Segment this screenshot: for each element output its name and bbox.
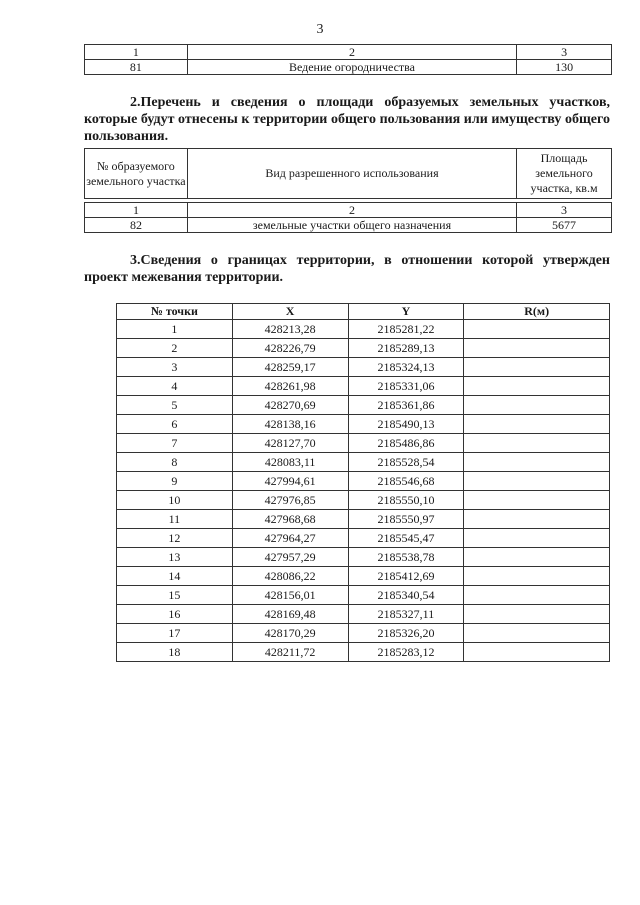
public-parcels-table: [84, 148, 612, 233]
point-number: 4: [117, 377, 233, 396]
y-coordinate: 2185545,47: [348, 529, 464, 548]
point-number: 14: [117, 567, 233, 586]
x-coordinate: 428138,16: [232, 415, 348, 434]
table-row: [117, 339, 610, 358]
y-coordinate: 2185490,13: [348, 415, 464, 434]
column-number: 1: [85, 45, 188, 60]
header-x: X: [232, 304, 348, 320]
table-row: [117, 358, 610, 377]
radius: [464, 605, 610, 624]
y-coordinate: 2185528,54: [348, 453, 464, 472]
table-header-row: [85, 45, 612, 60]
parcel-area: 5677: [517, 218, 612, 233]
radius: [464, 453, 610, 472]
header-y: Y: [348, 304, 464, 320]
y-coordinate: 2185412,69: [348, 567, 464, 586]
x-coordinate: 427976,85: [232, 491, 348, 510]
page-number: 3: [316, 22, 324, 37]
permitted-use: земельные участки общего назначения: [187, 218, 516, 233]
y-coordinate: 2185326,20: [348, 624, 464, 643]
table-row: [117, 453, 610, 472]
boundary-points-body: [117, 320, 610, 662]
point-number: 7: [117, 434, 233, 453]
radius: [464, 320, 610, 339]
y-coordinate: 2185550,97: [348, 510, 464, 529]
x-coordinate: 427964,27: [232, 529, 348, 548]
point-number: 17: [117, 624, 233, 643]
y-coordinate: 2185486,86: [348, 434, 464, 453]
point-number: 16: [117, 605, 233, 624]
table-row: [117, 510, 610, 529]
header-area: Площадь земельного участка, кв.м: [517, 149, 612, 199]
table-row: [117, 415, 610, 434]
point-number: 2: [117, 339, 233, 358]
table-row: [117, 567, 610, 586]
table-row: [85, 218, 612, 233]
radius: [464, 567, 610, 586]
x-coordinate: 428156,01: [232, 586, 348, 605]
point-number: 9: [117, 472, 233, 491]
radius: [464, 339, 610, 358]
point-number: 12: [117, 529, 233, 548]
table-row: [117, 320, 610, 339]
header-point-number: № точки: [117, 304, 233, 320]
table-row: [117, 377, 610, 396]
table-row: [117, 605, 610, 624]
header-permitted-use: Вид разрешенного использования: [187, 149, 516, 199]
table-row: [85, 60, 612, 75]
point-number: 11: [117, 510, 233, 529]
section-2-heading: 2.Перечень и сведения о площади образуемых земельных участков, которые будут отнесены к территории общего пользования или имуществу общего пользования.: [84, 95, 610, 144]
table-row: [117, 586, 610, 605]
land-use-table: [84, 44, 612, 75]
table-row: [117, 529, 610, 548]
x-coordinate: 428259,17: [232, 358, 348, 377]
column-number: 3: [517, 45, 612, 60]
radius: [464, 434, 610, 453]
table-row: [117, 434, 610, 453]
x-coordinate: 428169,48: [232, 605, 348, 624]
table-row: [117, 624, 610, 643]
point-number: 13: [117, 548, 233, 567]
point-number: 15: [117, 586, 233, 605]
x-coordinate: 428211,72: [232, 643, 348, 662]
point-number: 5: [117, 396, 233, 415]
parcel-number: 82: [85, 218, 188, 233]
radius: [464, 396, 610, 415]
parcel-area: 130: [517, 60, 612, 75]
column-number: 2: [187, 45, 516, 60]
table-row: [117, 491, 610, 510]
radius: [464, 643, 610, 662]
radius: [464, 529, 610, 548]
x-coordinate: 427994,61: [232, 472, 348, 491]
table-number-row: [85, 203, 612, 218]
parcel-number: 81: [85, 60, 188, 75]
table-row: [117, 472, 610, 491]
radius: [464, 510, 610, 529]
point-number: 8: [117, 453, 233, 472]
radius: [464, 377, 610, 396]
column-number: 1: [85, 203, 188, 218]
table-row: [117, 643, 610, 662]
point-number: 6: [117, 415, 233, 434]
table-row: [117, 548, 610, 567]
x-coordinate: 428083,11: [232, 453, 348, 472]
radius: [464, 548, 610, 567]
y-coordinate: 2185283,12: [348, 643, 464, 662]
radius: [464, 624, 610, 643]
boundary-points-table: [116, 303, 610, 662]
x-coordinate: 428261,98: [232, 377, 348, 396]
y-coordinate: 2185546,68: [348, 472, 464, 491]
header-r: R(м): [464, 304, 610, 320]
x-coordinate: 428213,28: [232, 320, 348, 339]
y-coordinate: 2185327,11: [348, 605, 464, 624]
x-coordinate: 428270,69: [232, 396, 348, 415]
x-coordinate: 428170,29: [232, 624, 348, 643]
point-number: 10: [117, 491, 233, 510]
y-coordinate: 2185340,54: [348, 586, 464, 605]
y-coordinate: 2185324,13: [348, 358, 464, 377]
header-parcel-number: № образуемого земельного участка: [85, 149, 188, 199]
point-number: 3: [117, 358, 233, 377]
table-header-row: [85, 149, 612, 199]
x-coordinate: 428127,70: [232, 434, 348, 453]
point-number: 18: [117, 643, 233, 662]
y-coordinate: 2185538,78: [348, 548, 464, 567]
x-coordinate: 427957,29: [232, 548, 348, 567]
y-coordinate: 2185331,06: [348, 377, 464, 396]
y-coordinate: 2185550,10: [348, 491, 464, 510]
radius: [464, 491, 610, 510]
section-3-heading: 3.Сведения о границах территории, в отношении которой утвержден проект межевания территории.: [84, 253, 610, 285]
y-coordinate: 2185361,86: [348, 396, 464, 415]
point-number: 1: [117, 320, 233, 339]
y-coordinate: 2185281,22: [348, 320, 464, 339]
radius: [464, 358, 610, 377]
radius: [464, 586, 610, 605]
permitted-use: Ведение огородничества: [187, 60, 516, 75]
x-coordinate: 427968,68: [232, 510, 348, 529]
column-number: 3: [517, 203, 612, 218]
y-coordinate: 2185289,13: [348, 339, 464, 358]
radius: [464, 415, 610, 434]
column-number: 2: [187, 203, 516, 218]
radius: [464, 472, 610, 491]
table-row: [117, 396, 610, 415]
table-header-row: [117, 304, 610, 320]
x-coordinate: 428226,79: [232, 339, 348, 358]
x-coordinate: 428086,22: [232, 567, 348, 586]
